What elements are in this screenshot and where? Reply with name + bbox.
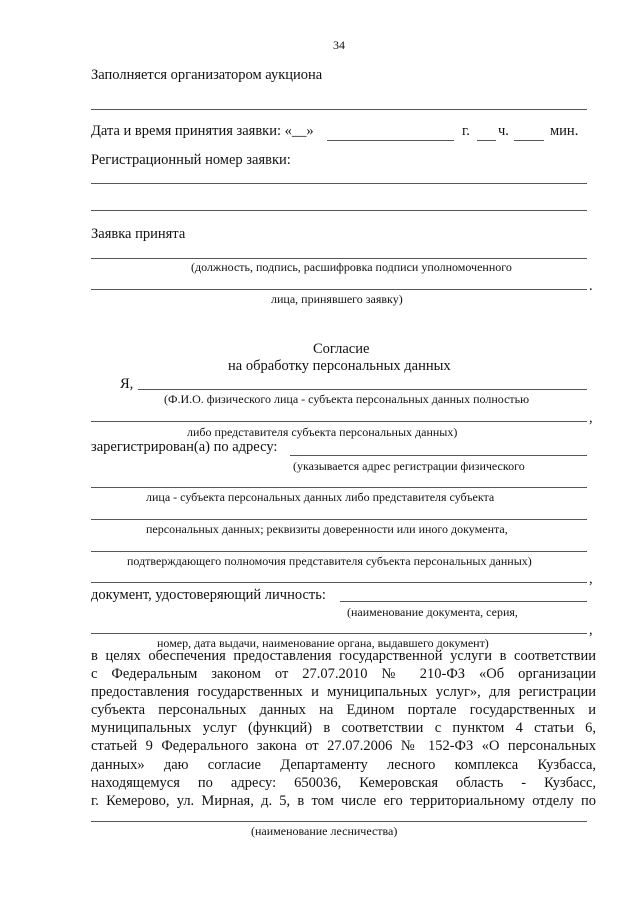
address-blank-line-1 bbox=[290, 455, 587, 456]
address-blank-line-5 bbox=[91, 582, 587, 583]
paragraph-line: г. Кемерово, ул. Мирная, д. 5, в том числе его территориальному отделу по bbox=[91, 792, 596, 809]
acceptor-caption-1: (должность, подпись, расшифровка подписи уполномоченного bbox=[191, 260, 512, 274]
receipt-minute-blank bbox=[514, 140, 544, 141]
address-line-comma: , bbox=[589, 571, 593, 587]
page-number: 34 bbox=[333, 38, 345, 52]
document-blank-line-1 bbox=[340, 601, 587, 602]
fio-line-comma: , bbox=[589, 410, 593, 426]
receipt-date-label: Дата и время принятия заявки: «__» bbox=[91, 123, 314, 139]
forestry-blank-line bbox=[91, 821, 587, 822]
acceptor-blank-line-1 bbox=[91, 258, 587, 259]
fio-blank-line-2 bbox=[91, 421, 587, 422]
acceptor-blank-line-2 bbox=[91, 289, 587, 290]
forestry-caption: (наименование лесничества) bbox=[251, 824, 398, 838]
i-label: Я, bbox=[120, 376, 134, 392]
paragraph-line: предоставления государственных и муниципальных услуг», для регистрации bbox=[91, 684, 596, 701]
paragraph-line: с Федеральным законом от 27.07.2010 № 210-ФЗ «Об организации bbox=[91, 666, 596, 683]
document-line-comma: , bbox=[589, 622, 593, 638]
identity-document-label: документ, удостоверяющий личность: bbox=[91, 587, 326, 603]
receipt-year-suffix: г. bbox=[462, 123, 470, 139]
address-blank-line-4 bbox=[91, 551, 587, 552]
consent-paragraph bbox=[91, 647, 596, 810]
document-caption-1: (наименование документа, серия, bbox=[347, 605, 518, 619]
document-blank-line-2 bbox=[91, 633, 587, 634]
paragraph-line: субъекта персональных данных на Едином портале государственных и bbox=[91, 702, 596, 719]
fio-caption-1: (Ф.И.О. физического лица - субъекта персональных данных полностью bbox=[164, 392, 530, 406]
address-caption-4: подтверждающего полномочия представителя субъекта персональных данных) bbox=[127, 554, 532, 568]
accepted-label: Заявка принята bbox=[91, 226, 186, 242]
receipt-month-blank bbox=[327, 140, 454, 141]
consent-subtitle: на обработку персональных данных bbox=[228, 358, 451, 374]
document-caption-2: номер, дата выдачи, наименование органа, выдавшего документ) bbox=[157, 636, 489, 650]
fio-blank-line-1 bbox=[138, 389, 587, 390]
acceptor-caption-2: лица, принявшего заявку) bbox=[271, 292, 403, 306]
organizer-blank-line bbox=[91, 109, 587, 110]
address-caption-2: лица - субъекта персональных данных либо представителя субъекта bbox=[146, 490, 495, 504]
paragraph-line: находящемуся по адресу: 650036, Кемеровская область - Кузбасс, bbox=[91, 774, 596, 791]
organizer-note: Заполняется организатором аукциона bbox=[91, 67, 323, 83]
paragraph-line: в целях обеспечения предоставления государственной услуги в соответствии bbox=[91, 648, 596, 664]
paragraph-line: статьей 9 Федерального закона от 27.07.2006 № 152-ФЗ «О персональных bbox=[91, 738, 596, 755]
consent-title: Согласие bbox=[313, 341, 370, 357]
acceptor-line-period: . bbox=[589, 278, 593, 294]
registration-blank-line-2 bbox=[91, 210, 587, 211]
receipt-minute-suffix: мин. bbox=[550, 123, 579, 139]
fio-caption-2: либо представителя субъекта персональных данных) bbox=[187, 425, 458, 439]
paragraph-line: данных» даю согласие Департаменту лесного комплекса Кузбасса, bbox=[91, 756, 596, 773]
address-caption-1: (указывается адрес регистрации физического bbox=[293, 459, 525, 473]
receipt-hour-blank bbox=[477, 140, 496, 141]
registered-address-label: зарегистрирован(а) по адресу: bbox=[91, 439, 278, 455]
receipt-hour-suffix: ч. bbox=[498, 123, 509, 139]
registration-blank-line-1 bbox=[91, 183, 587, 184]
address-blank-line-2 bbox=[91, 487, 587, 488]
paragraph-line: муниципальных услуг (функций) в соответствии с пунктом 4 статьи 6, bbox=[91, 720, 596, 737]
registration-number-label: Регистрационный номер заявки: bbox=[91, 152, 291, 168]
address-caption-3: персональных данных; реквизиты доверенности или иного документа, bbox=[146, 522, 508, 536]
address-blank-line-3 bbox=[91, 519, 587, 520]
